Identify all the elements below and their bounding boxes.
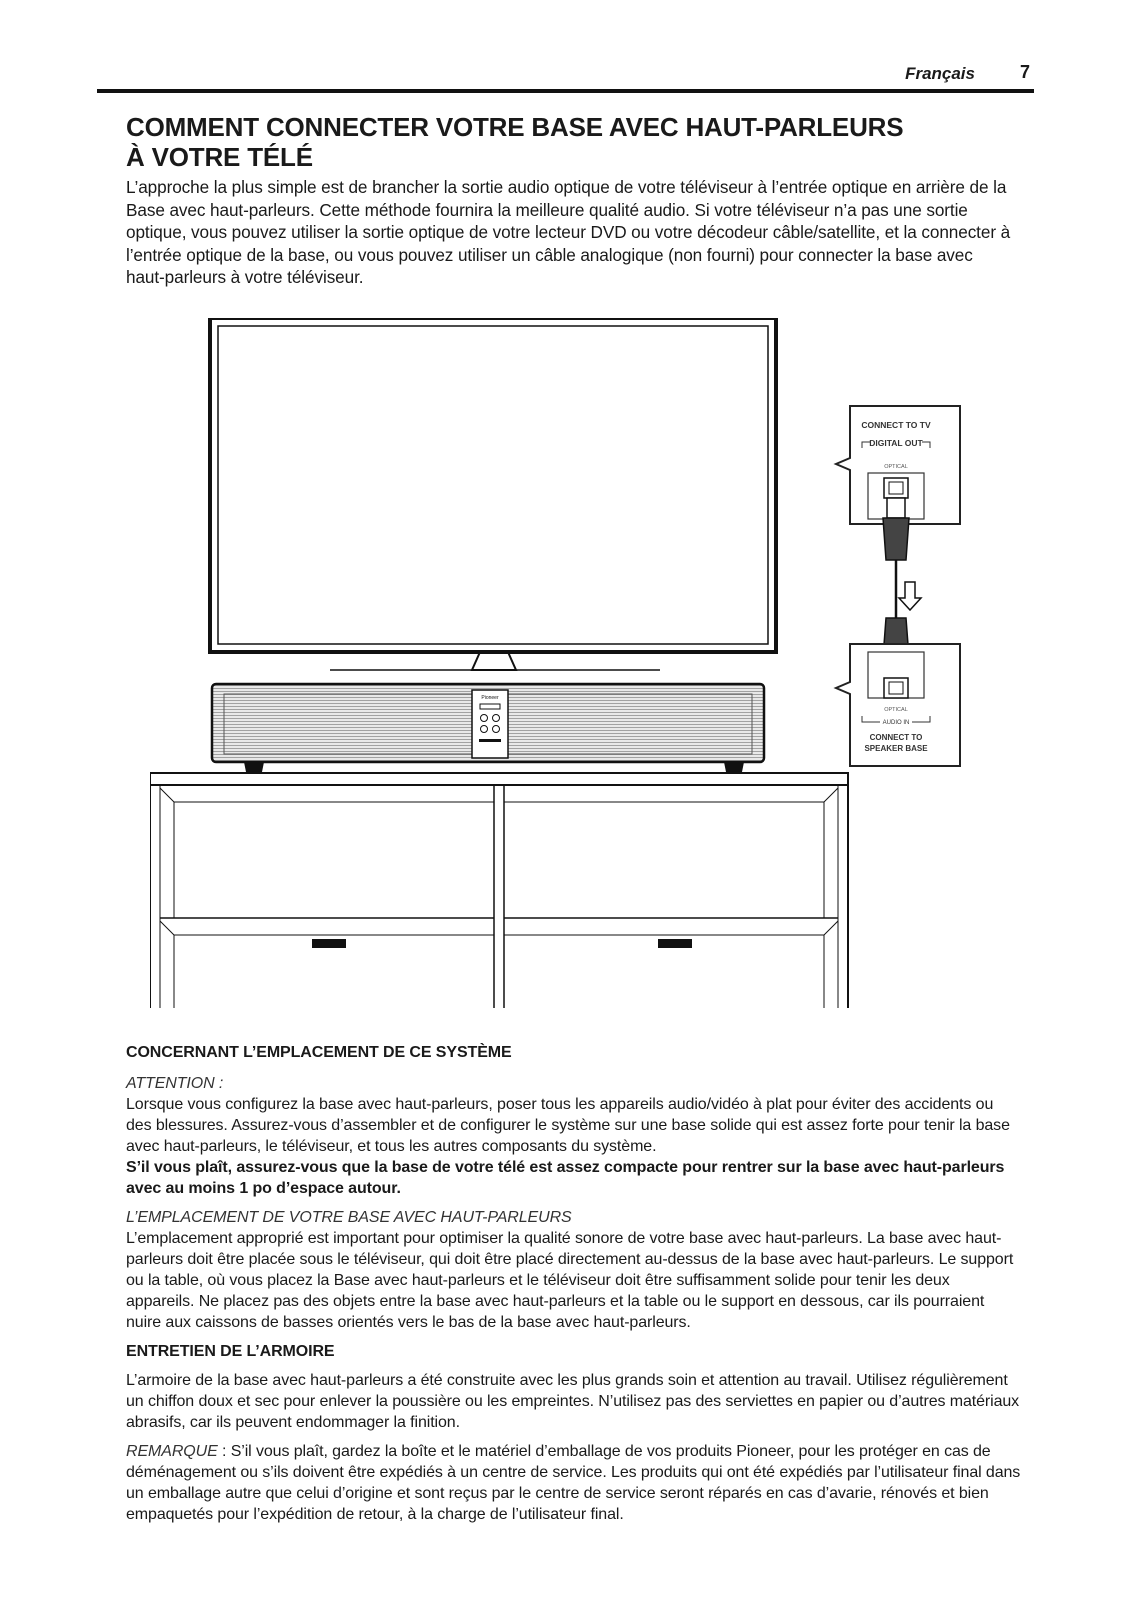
attention-text: Lorsque vous configurez la base avec haut-parleurs, poser tous les appareils audio/vidéo à plat pour éviter des accidents ou des blessures. Assurez-vous d’assembler et de configurer le système sur une base solide qui est assez forte pour tenir la base avec haut-parleurs, le téléviseur, et tous les autres composants du système. <box>126 1096 1010 1155</box>
brand-label: Pioneer <box>481 695 499 701</box>
remark-paragraph <box>126 1441 1021 1525</box>
tv-illustration <box>210 318 776 670</box>
soundbar-button <box>481 726 488 733</box>
soundbar-button <box>493 726 500 733</box>
remark-text: : S’il vous plaît, gardez la boîte et le matériel d’emballage de vos produits Pioneer, pour les protéger en cas de déménagement ou s’ils doivent être expédiés à un centre de service. Les produits qui ont été expédiés par l’utilisateur final dans un emballage autre que celui d’origine et sont reçus par le centre de service seront réparés en cas d’avarie, rénovés et bien empaquetés pour l’expédition de retour, à la charge de l’utilisateur final. <box>126 1443 1021 1523</box>
tv-stand-illustration <box>150 773 848 1008</box>
attention-bold-text: S’il vous plaît, assurez-vous que la base de votre télé est assez compacte pour rentrer sur la base avec haut-parleurs avec au moins 1 po d’espace autour. <box>126 1159 1005 1197</box>
connect-to-speaker-line1: CONNECT TO <box>869 733 923 742</box>
connect-to-speaker-base-callout <box>836 644 960 766</box>
remark-label: REMARQUE <box>126 1443 218 1460</box>
placement-heading: CONCERNANT L’EMPLACEMENT DE CE SYSTÈME <box>126 1044 512 1061</box>
cabinet-text: L’armoire de la base avec haut-parleurs a été construite avec les plus grands soin et attention au travail. Utilisez régulièrement un chiffon doux et sec pour enlever la poussière ou les empreintes. N’utilisez pas des serviettes en papier ou d’autres matériaux abrasifs, car ils peuvent endommager la finition. <box>126 1372 1020 1431</box>
page-title <box>126 112 1016 172</box>
page-title-line1: COMMENT CONNECTER VOTRE BASE AVEC HAUT-PARLEURS <box>126 112 904 142</box>
optical-bottom-label: OPTICAL <box>884 707 908 713</box>
location-label: L’EMPLACEMENT DE VOTRE BASE AVEC HAUT-PARLEURS <box>126 1209 572 1226</box>
connection-diagram <box>150 318 990 1010</box>
connect-to-tv-label: CONNECT TO TV <box>861 420 931 430</box>
soundbar-button <box>481 715 488 722</box>
header-rule <box>97 89 1034 93</box>
speaker-base-illustration <box>212 684 764 772</box>
page-title-line2: À VOTRE TÉLÉ <box>126 142 313 172</box>
attention-label: ATTENTION : <box>126 1075 224 1092</box>
page-number: 7 <box>1020 62 1031 82</box>
digital-out-label: DIGITAL OUT <box>869 438 923 448</box>
lower-section <box>126 1042 1021 1525</box>
audio-in-label: AUDIO IN <box>882 720 910 726</box>
main-content <box>126 112 1016 289</box>
soundbar-button <box>493 715 500 722</box>
connect-to-speaker-line2: SPEAKER BASE <box>864 744 928 753</box>
header-language: Français <box>905 64 975 83</box>
intro-paragraph: L’approche la plus simple est de brancher la sortie audio optique de votre téléviseur à l’entrée optique en arrière de la Base avec haut-parleurs. Cette méthode fournira la meilleure qualité audio. Si votre téléviseur n’a pas une sortie optique, vous pouvez utiliser la sortie optique de votre lecteur DVD ou votre décodeur câble/satellite, et la connecter à l’entrée optique de la base, ou vous pouvez utiliser un câble analogique (non fourni) pour connecter la base avec haut-parleurs à votre téléviseur. <box>126 177 1011 287</box>
cabinet-heading: ENTRETIEN DE L’ARMOIRE <box>126 1343 335 1360</box>
optical-top-label: OPTICAL <box>884 464 908 470</box>
location-text: L’emplacement approprié est important pour optimiser la qualité sonore de votre base avec haut-parleurs. La base avec haut-parleurs doit être placée sous le téléviseur, qui doit être placé directement au-dessus de la base avec haut-parleurs. Le support ou la table, où vous placez la Base avec haut-parleurs et le téléviseur doit être suffisamment solide pour tenir les deux appareils. Ne placez pas des objets entre la base avec haut-parleurs et la table ou le support en dessous, car ils pourraient nuire aux caissons de basses orientés vers le bas de la base avec haut-parleurs. <box>126 1230 1014 1331</box>
